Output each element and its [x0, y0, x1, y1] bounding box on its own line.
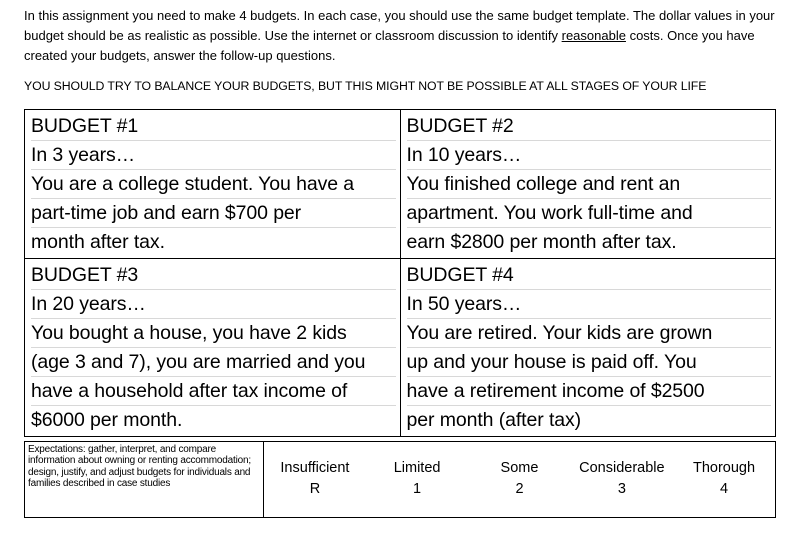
- intro-text-part1: In this assignment you need to make 4 budgets. In each case, you should use the same budget template. The dollar values in your budget should be as realistic as possible. Use the internet or classroom discussion to identify: [24, 8, 775, 43]
- rubric-level-value: 4: [719, 481, 729, 497]
- budget-table: [24, 109, 776, 437]
- budget-timeframe: In 10 years…: [407, 141, 772, 170]
- budget-timeframe: In 50 years…: [407, 290, 772, 319]
- rubric-table: [24, 441, 776, 518]
- budget-title: BUDGET #1: [31, 112, 396, 141]
- intro-underlined-word: reasonable: [561, 28, 626, 43]
- rubric-level-limited: [366, 442, 468, 518]
- budget-description-line: month after tax.: [31, 231, 165, 253]
- budget-cell-2: [400, 110, 776, 259]
- budget-description-line: apartment. You work full-time and: [407, 199, 772, 228]
- budget-description-line: You are a college student. You have a: [31, 170, 396, 199]
- rubric-level-considerable: [571, 442, 673, 518]
- rubric-level-label: Some: [500, 460, 539, 476]
- rubric-level-label: Thorough: [692, 460, 756, 476]
- rubric-level-insufficient: [264, 442, 366, 518]
- budget-description-line: have a retirement income of $2500: [407, 377, 772, 406]
- rubric-level-label: Limited: [393, 460, 441, 476]
- rubric-level-value: R: [309, 481, 321, 497]
- budget-cell-4: [400, 259, 776, 437]
- budget-description-line: have a household after tax income of: [31, 377, 396, 406]
- budget-description-line: (age 3 and 7), you are married and you: [31, 348, 396, 377]
- budget-cell-3: [25, 259, 401, 437]
- rubric-level-value: 3: [617, 481, 626, 497]
- rubric-level-value: 2: [515, 481, 524, 497]
- rubric-level-label: Considerable: [579, 460, 665, 476]
- rubric-level-value: 1: [413, 481, 422, 497]
- budget-cell-1: [25, 110, 401, 259]
- budget-description-line: up and your house is paid off. You: [407, 348, 772, 377]
- balance-notice: YOU SHOULD TRY TO BALANCE YOUR BUDGETS, BUT THIS MIGHT NOT BE POSSIBLE AT ALL STAGES OF YOUR LIFE: [24, 79, 707, 93]
- budget-description-line: You are retired. Your kids are grown: [407, 319, 772, 348]
- budget-description-line: You finished college and rent an: [407, 170, 772, 199]
- rubric-level-thorough: [673, 442, 775, 518]
- rubric-level-label: Insufficient: [280, 460, 350, 476]
- rubric-level-some: [468, 442, 570, 518]
- rubric-expectations: Expectations: gather, interpret, and compare information about owning or renting accommodation; design, justify, and adjust budgets for individuals and families described in case studies: [25, 442, 264, 518]
- budget-title: BUDGET #4: [407, 261, 772, 290]
- budget-description-line: part-time job and earn $700 per: [31, 199, 396, 228]
- intro-text-part2: costs. Once you have created your budgets, answer the follow-up questions.: [24, 28, 755, 63]
- budget-description-line: You bought a house, you have 2 kids: [31, 319, 396, 348]
- budget-description-line: earn $2800 per month after tax.: [406, 231, 677, 253]
- budget-description-line: $6000 per month.: [31, 409, 183, 431]
- budget-timeframe: In 3 years…: [31, 141, 396, 170]
- budget-timeframe: In 20 years…: [31, 290, 396, 319]
- assignment-intro: [24, 6, 784, 66]
- budget-title: BUDGET #3: [31, 261, 396, 290]
- budget-description-line: per month (after tax): [406, 409, 582, 431]
- budget-title: BUDGET #2: [407, 112, 772, 141]
